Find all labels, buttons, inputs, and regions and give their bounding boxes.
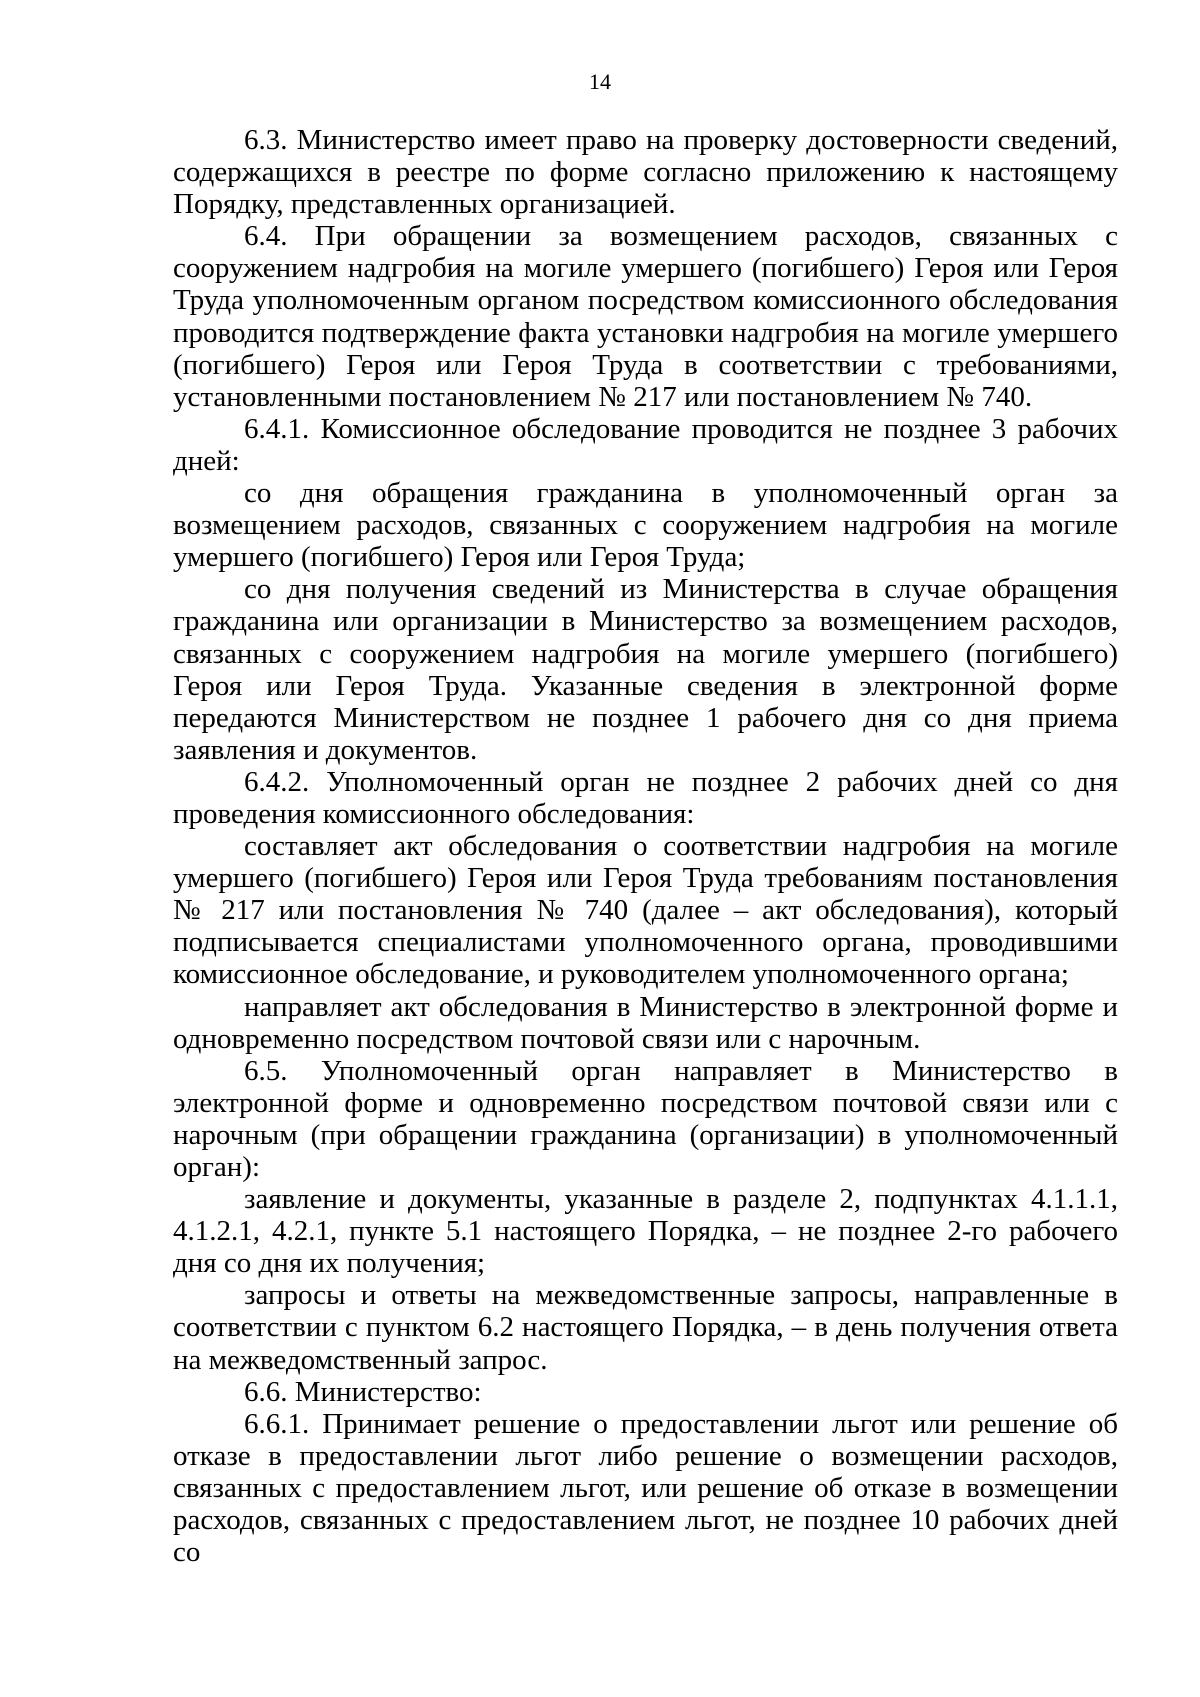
paragraph-send-act: направляет акт обследования в Министерство в электронной форме и одновременно посредством почтовой связи или с нарочным. (173, 990, 1118, 1055)
paragraph-application-documents: заявление и документы, указанные в разделе 2, подпунктах 4.1.1.1, 4.1.2.1, 4.2.1, пункте 5.1 настоящего Порядка, – не позднее 2-го рабочего дня со дня их получения; (173, 1183, 1118, 1280)
paragraph-6-5: 6.5. Уполномоченный орган направляет в Министерство в электронной форме и одновременно посредством почтовой связи или с нарочным (при обращении гражданина (организации) в уполномоченный орган): (173, 1054, 1118, 1183)
paragraph-6-6-1: 6.6.1. Принимает решение о предоставлении льгот или решение об отказе в предоставлении льгот либо решение о возмещении расходов, связанных с предоставлением льгот, или решение об отказе в возмещении расходов, связанных с предоставлением льгот, не позднее 10 рабочих дней со (173, 1407, 1118, 1569)
document-body (173, 124, 1118, 1568)
page-number: 14 (589, 69, 611, 94)
paragraph-6-4-1: 6.4.1. Комиссионное обследование проводится не позднее 3 рабочих дней: (173, 412, 1118, 477)
paragraph-6-3: 6.3. Министерство имеет право на проверку достоверности сведений, содержащихся в реестре по форме согласно приложению к настоящему Порядку, представленных организацией. (173, 124, 1118, 221)
paragraph-inspection-act: составляет акт обследования о соответствии надгробия на могиле умершего (погибшего) Героя или Героя Труда требованиям постановления № 217 или постановления № 740 (далее – акт обследования), который подписывается специалистами уполномоченного органа, проводившими комиссионное обследование, и руководителем уполномоченного органа; (173, 830, 1118, 991)
paragraph-6-4-2: 6.4.2. Уполномоченный орган не позднее 2 рабочих дней со дня проведения комиссионного обследования: (173, 765, 1118, 830)
paragraph-6-4: 6.4. При обращении за возмещением расходов, связанных с сооружением надгробия на могиле умершего (погибшего) Героя или Героя Труда уполномоченным органом посредством комиссионного обследования проводится подтверждение факта установки надгробия на могиле умершего (погибшего) Героя или Героя Труда в соответствии с требованиями, установленными постановлением № 217 или постановлением № 740. (173, 220, 1118, 413)
paragraph-ministry-info: со дня получения сведений из Министерства в случае обращения гражданина или организации в Министерство за возмещением расходов, связанных с сооружением надгробия на могиле умершего (погибшего) Героя или Героя Труда. Указанные сведения в электронной форме передаются Министерством не позднее 1 рабочего дня со дня приема заявления и документов. (173, 573, 1118, 766)
paragraph-citizen-appeal: со дня обращения гражданина в уполномоченный орган за возмещением расходов, связанных с сооружением надгробия на могиле умершего (погибшего) Героя или Героя Труда; (173, 477, 1118, 574)
paragraph-interagency-requests: запросы и ответы на межведомственные запросы, направленные в соответствии с пунктом 6.2 настоящего Порядка, – в день получения ответа на межведомственный запрос. (173, 1279, 1118, 1376)
paragraph-6-6: 6.6. Министерство: (244, 1375, 482, 1408)
